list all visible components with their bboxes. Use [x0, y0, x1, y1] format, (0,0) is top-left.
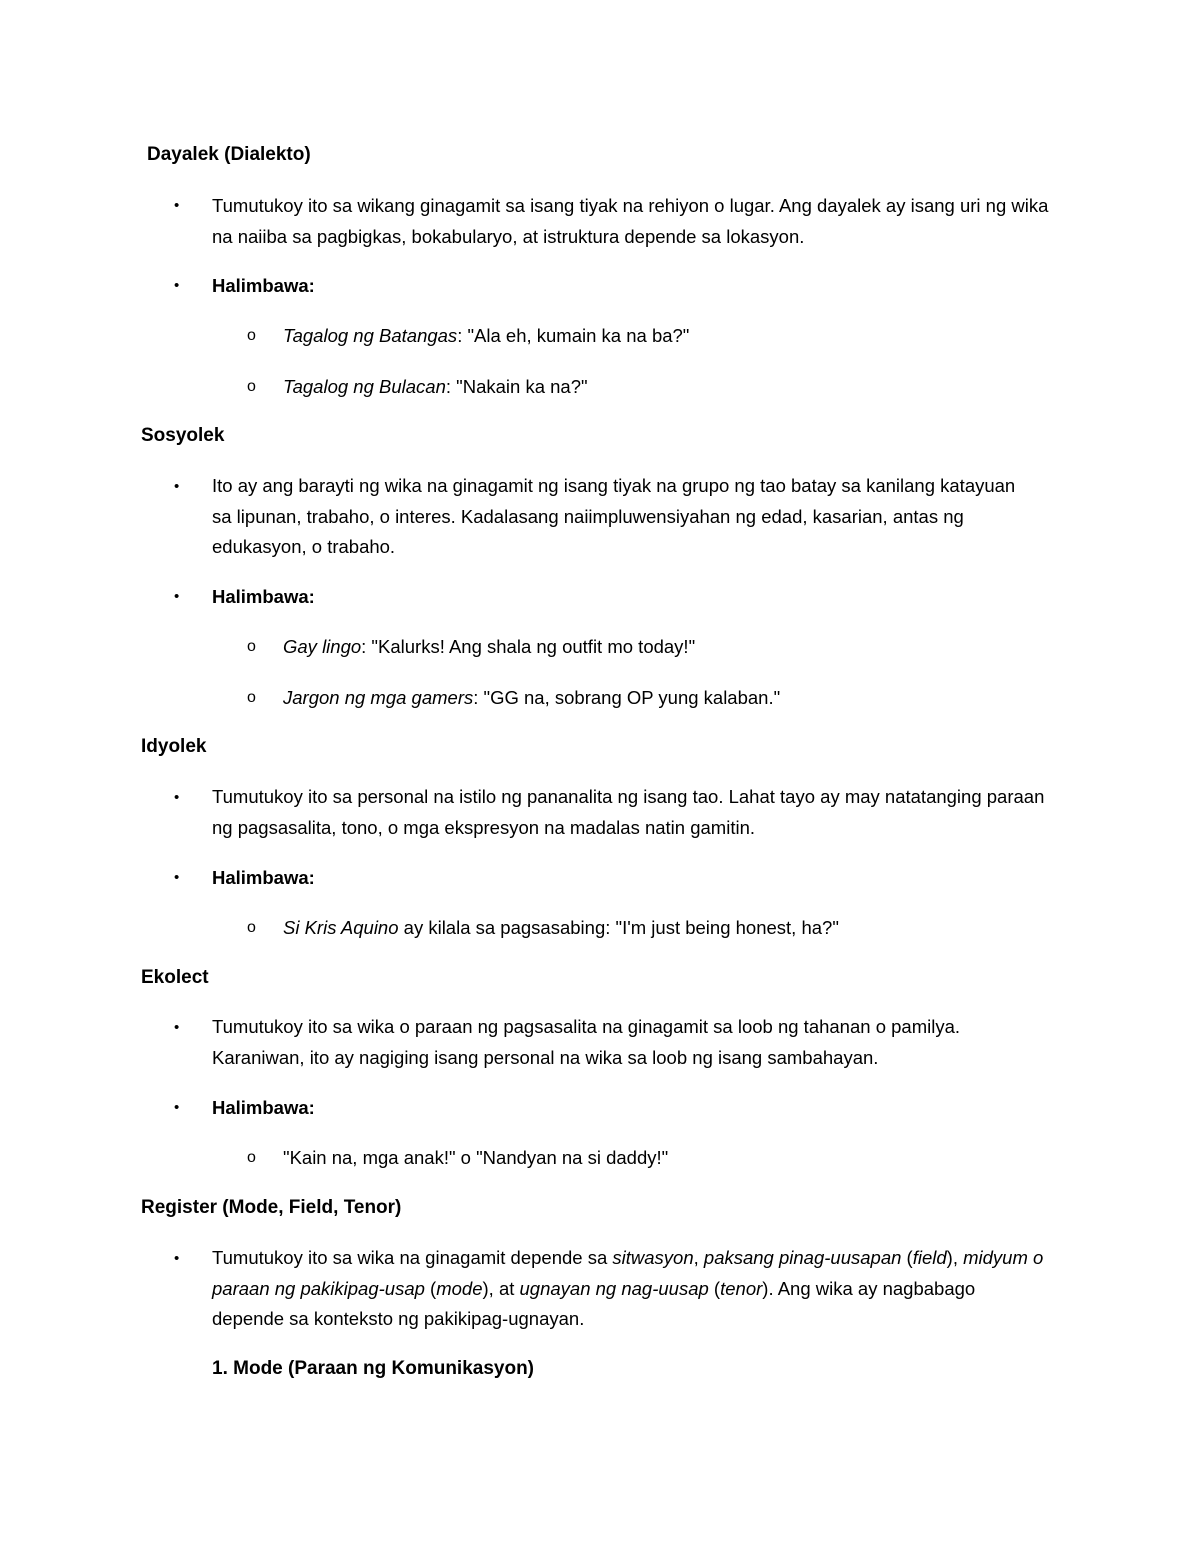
subheading-text: Mode (Paraan ng Komunikasyon)	[233, 1358, 535, 1379]
section-title-ekolect: Ekolect	[141, 967, 209, 988]
subheading-number: 1.	[212, 1358, 228, 1379]
example-quote: : "Kalurks! Ang shala ng outfit mo today!"	[361, 636, 696, 657]
definition-italic: mode	[436, 1277, 483, 1299]
example-quote: "Kain na, mga anak!" o "Nandyan na si daddy!"	[283, 1147, 669, 1168]
example-item	[283, 1146, 1083, 1170]
definition-text: (	[708, 1277, 721, 1299]
definition-dayalek: Tumutukoy ito sa wikang ginagamit sa isang tiyak na rehiyon o lugar. Ang dayalek ay isang uri ng wika na naiiba sa pagbigkas, bokabularyo, at istruktura depende sa lokasyon.	[212, 195, 1049, 247]
definition-ekolect: Tumutukoy ito sa wika o paraan ng pagsasalita na ginagamit sa loob ng tahanan o pamilya. Karaniwan, ito ay nagiging isang personal na wika sa loob ng isang sambahayan.	[212, 1016, 961, 1068]
example-quote: : "GG na, sobrang OP yung kalaban."	[473, 687, 781, 708]
definition-text: ,	[693, 1247, 704, 1268]
example-quote: : "Nakain ka na?"	[445, 376, 588, 397]
sub-bullet-icon: o	[247, 638, 256, 655]
example-quote: : "Ala eh, kumain ka na ba?"	[457, 325, 690, 346]
section-title-dayalek: Dayalek (Dialekto)	[147, 144, 311, 165]
sub-bullet-icon: o	[247, 1149, 256, 1166]
example-label: Halimbawa:	[212, 275, 315, 296]
bullet-icon: •	[174, 869, 180, 886]
bullet-icon: •	[174, 1099, 180, 1116]
bullet-icon: •	[174, 789, 180, 806]
example-label: Halimbawa:	[212, 586, 315, 607]
definition-text: ). Ang wika ay nagbabago depende sa konteksto ng pakikipag-ugnayan.	[212, 1277, 976, 1329]
definition-text: ),	[946, 1247, 964, 1268]
definition-italic: sitwasyon	[612, 1247, 694, 1268]
section-title-register: Register (Mode, Field, Tenor)	[141, 1197, 402, 1218]
example-label: Halimbawa:	[212, 867, 315, 888]
example-item	[283, 686, 1083, 710]
bullet-icon: •	[174, 197, 180, 214]
example-quote: ay kilala sa pagsasabing: "I'm just being honest, ha?"	[398, 917, 839, 938]
definition-text: (	[424, 1277, 437, 1299]
sub-bullet-icon: o	[247, 378, 256, 395]
example-item	[283, 324, 1083, 348]
subheading-mode	[212, 1357, 534, 1381]
example-term: Si Kris Aquino	[283, 917, 399, 938]
section-title-idyolek: Idyolek	[141, 736, 207, 757]
definition-italic: tenor	[720, 1277, 763, 1299]
definition-italic: midyum o paraan ng pakikipag-usap	[212, 1247, 1044, 1299]
example-item	[283, 375, 1083, 399]
bullet-icon: •	[174, 1250, 180, 1267]
section-title-sosyolek: Sosyolek	[141, 425, 225, 446]
definition-italic: paksang pinag-uusapan	[703, 1247, 902, 1268]
example-term: Gay lingo	[283, 636, 362, 657]
sub-bullet-icon: o	[247, 919, 256, 936]
example-term: Jargon ng mga gamers	[283, 687, 474, 708]
definition-italic: field	[912, 1247, 947, 1268]
example-item	[283, 916, 1083, 940]
definition-idyolek: Tumutukoy ito sa personal na istilo ng pananalita ng isang tao. Lahat tayo ay may natatanging paraan ng pagsasalita, tono, o mga ekspresyon na madalas natin gamitin.	[212, 786, 1045, 838]
definition-register	[212, 1243, 1047, 1335]
bullet-icon: •	[174, 1019, 180, 1036]
definition-text: Tumutukoy ito sa wika na ginagamit depende sa	[212, 1247, 613, 1268]
example-term: Tagalog ng Batangas	[283, 325, 458, 346]
sub-bullet-icon: o	[247, 327, 256, 344]
definition-italic: ugnayan ng nag-uusap	[519, 1277, 709, 1299]
example-label: Halimbawa:	[212, 1097, 315, 1118]
example-item	[283, 635, 1083, 659]
definition-sosyolek: Ito ay ang barayti ng wika na ginagamit ng isang tiyak na grupo ng tao batay sa kanilang katayuan sa lipunan, trabaho, o interes. Kadalasang naiimpluwensiyahan ng edad, kasarian, antas ng edukasyon, o trabaho.	[212, 475, 1016, 557]
sub-bullet-icon: o	[247, 689, 256, 706]
definition-text: ), at	[482, 1277, 520, 1299]
example-term: Tagalog ng Bulacan	[283, 376, 446, 397]
bullet-icon: •	[174, 478, 180, 495]
bullet-icon: •	[174, 277, 180, 294]
definition-text: (	[901, 1247, 913, 1268]
bullet-icon: •	[174, 588, 180, 605]
